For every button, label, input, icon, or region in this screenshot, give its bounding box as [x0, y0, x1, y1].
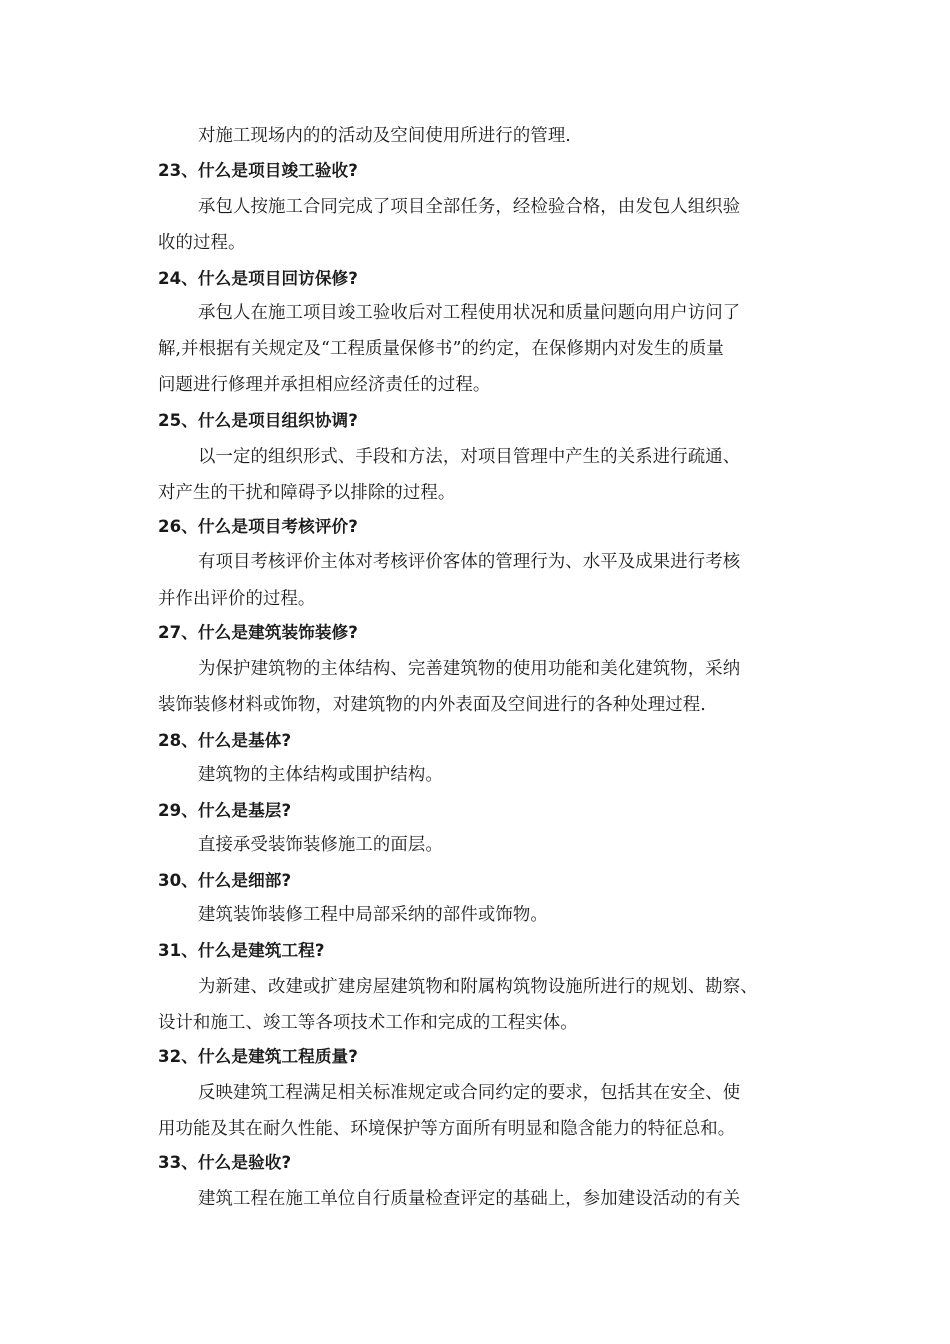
- question-heading: 28、什么是基体?: [158, 731, 292, 750]
- question-heading: 26、什么是项目考核评价?: [158, 517, 358, 536]
- body-line: 建筑物的主体结构或围护结构。: [198, 765, 443, 785]
- question-heading: 33、什么是验收?: [158, 1153, 292, 1172]
- question-heading: 31、什么是建筑工程?: [158, 941, 325, 960]
- body-line: 以一定的组织形式、手段和方法，对项目管理中产生的关系进行疏通、: [198, 447, 741, 467]
- question-heading: 27、什么是建筑装饰装修?: [158, 623, 358, 642]
- body-line: 解,并根据有关规定及“工程质量保修书”的约定，在保修期内对发生的质量: [158, 339, 724, 359]
- body-line: 有项目考核评价主体对考核评价客体的管理行为、水平及成果进行考核: [198, 552, 741, 572]
- body-line: 建筑装饰装修工程中局部采纳的部件或饰物。: [198, 905, 548, 925]
- body-line: 用功能及其在耐久性能、环境保护等方面所有明显和隐含能力的特征总和。: [158, 1119, 736, 1139]
- body-line: 建筑工程在施工单位自行质量检查评定的基础上，参加建设活动的有关: [198, 1189, 741, 1209]
- body-line: 对施工现场内的的活动及空间使用所进行的管理.: [198, 126, 571, 146]
- body-line: 并作出评价的过程。: [158, 589, 316, 609]
- question-heading: 29、什么是基层?: [158, 801, 292, 820]
- body-line: 承包人在施工项目竣工验收后对工程使用状况和质量问题向用户访问了: [198, 303, 741, 323]
- body-line: 承包人按施工合同完成了项目全部任务，经检验合格，由发包人组织验: [198, 197, 741, 217]
- body-line: 为保护建筑物的主体结构、完善建筑物的使用功能和美化建筑物，采纳: [198, 659, 741, 679]
- question-heading: 32、什么是建筑工程质量?: [158, 1047, 358, 1066]
- body-line: 直接承受装饰装修施工的面层。: [198, 835, 443, 855]
- body-line: 对产生的干扰和障碍予以排除的过程。: [158, 483, 456, 503]
- body-line: 反映建筑工程满足相关标准规定或合同约定的要求，包括其在安全、使: [198, 1083, 741, 1103]
- question-heading: 24、什么是项目回访保修?: [158, 269, 358, 288]
- question-heading: 25、什么是项目组织协调?: [158, 411, 358, 430]
- body-line: 装饰装修材料或饰物，对建筑物的内外表面及空间进行的各种处理过程.: [158, 695, 706, 715]
- question-heading: 30、什么是细部?: [158, 871, 292, 890]
- body-line: 收的过程。: [158, 233, 246, 253]
- question-heading: 23、什么是项目竣工验收?: [158, 161, 358, 180]
- body-line: 问题进行修理并承担相应经济责任的过程。: [158, 375, 491, 395]
- body-line: 为新建、改建或扩建房屋建筑物和附属构筑物设施所进行的规划、勘察、: [198, 977, 758, 997]
- body-line: 设计和施工、竣工等各项技术工作和完成的工程实体。: [158, 1013, 578, 1033]
